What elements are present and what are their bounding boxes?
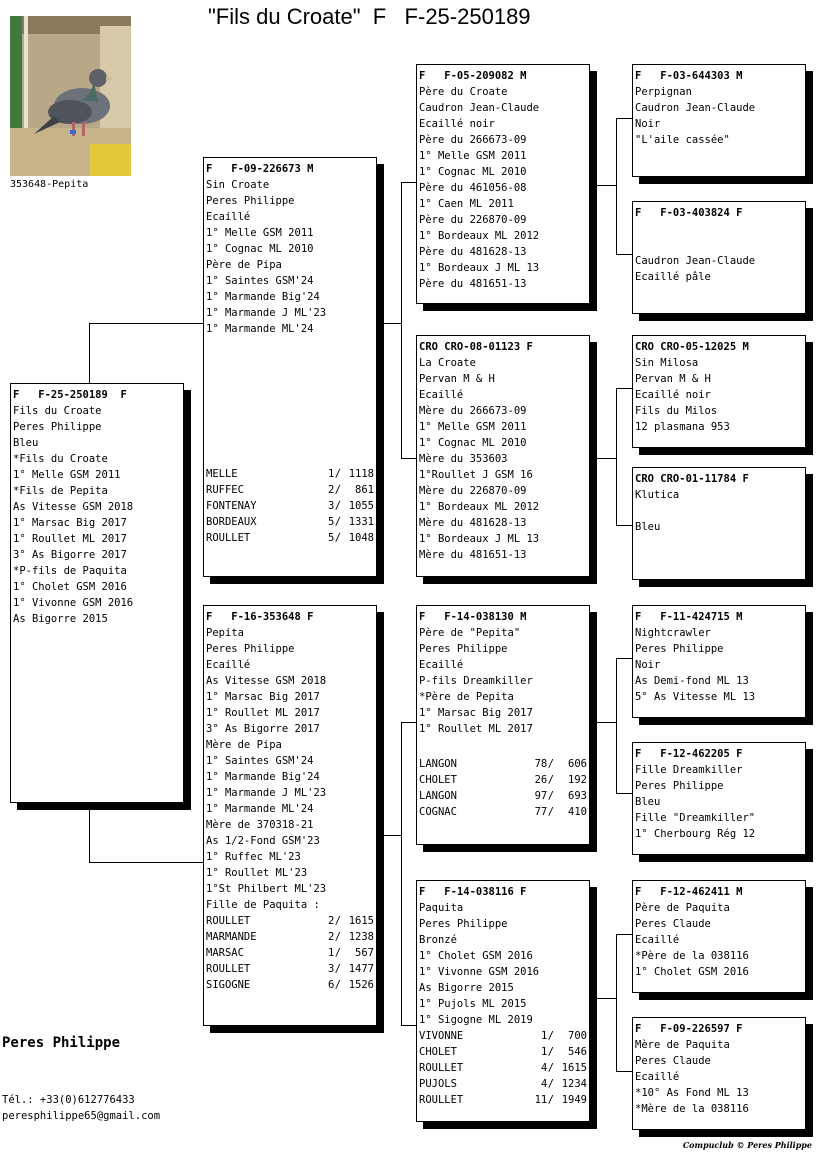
subject-line: *Fils de Pepita xyxy=(13,485,108,497)
dam-line: 1° Roullet ML 2017 xyxy=(206,707,320,719)
subject-line: 1° Vivonne GSM 2016 xyxy=(13,597,134,609)
sire-line: 1° Melle GSM 2011 xyxy=(206,227,314,239)
dam-line: As Vitesse GSM 2018 xyxy=(206,675,327,687)
ggd3-ring: F F-12-462205 F xyxy=(635,748,743,760)
card-line: Peres Philippe xyxy=(419,643,508,655)
result-row: ROULLET 2 / 1615 xyxy=(206,915,374,927)
photo-caption: 353648-Pepita xyxy=(10,179,89,190)
card-line: Noir xyxy=(635,659,661,671)
card-line: Peres Philippe xyxy=(419,918,508,930)
card-line xyxy=(635,503,803,519)
ggd1-ring: F F-03-403824 F xyxy=(635,207,743,219)
dam-line: Mère de Pipa xyxy=(206,739,282,751)
card-line: Ecaillé xyxy=(635,934,680,946)
connector-dam-gd2 xyxy=(401,1025,417,1026)
card-line: 1° Melle GSM 2011 xyxy=(419,150,527,162)
card-line: 1° Pujols ML 2015 xyxy=(419,998,527,1010)
connector-dam-gs2 xyxy=(401,722,417,723)
result-row: MARSAC 1 / 567 xyxy=(206,947,374,959)
subject-line: 1° Melle GSM 2011 xyxy=(13,469,121,481)
card-line: Caudron Jean-Claude xyxy=(419,102,540,114)
connector-sire-gd1 xyxy=(401,458,417,459)
subject-card xyxy=(10,383,184,803)
card-line: Mère de Paquita xyxy=(635,1039,730,1051)
connector-gs1-h xyxy=(589,185,616,186)
dam-line: 1° Marmande Big'24 xyxy=(206,771,320,783)
dam-line: Mère de 370318-21 xyxy=(206,819,314,831)
dam-ring: F F-16-353648 F xyxy=(206,611,314,623)
result-row: RUFFEC 2 / 861 xyxy=(206,484,374,496)
card-line: Père du 481628-13 xyxy=(419,246,527,258)
connector-gd2-h xyxy=(589,998,616,999)
card-line: 1° Cognac ML 2010 xyxy=(419,437,527,449)
connector-gs1-a xyxy=(616,118,632,119)
card-line: 1° Bordeaux J ML 13 xyxy=(419,262,540,274)
result-row: BORDEAUX 5 / 1331 xyxy=(206,516,374,528)
connector-gd1-h xyxy=(589,458,616,459)
card-line: 12 plasmana 953 xyxy=(635,421,730,433)
card-line: 1° Bordeaux ML 2012 xyxy=(419,230,540,242)
card-line: Perpignan xyxy=(635,86,692,98)
owner-email[interactable]: peresphilippe65@gmail.com xyxy=(2,1110,161,1122)
connector-gd2-a xyxy=(616,934,632,935)
subject-line: *P-fils de Paquita xyxy=(13,565,127,577)
card-line: 1° Cholet GSM 2016 xyxy=(419,950,533,962)
ggd1-card xyxy=(632,201,806,314)
card-line: Père du 226870-09 xyxy=(419,214,527,226)
result-row: LANGON 78 / 606 xyxy=(419,758,587,770)
grandsire-maternal-results xyxy=(419,756,587,820)
card-line: 1° Vivonne GSM 2016 xyxy=(419,966,540,978)
sire-line: 1° Marmande Big'24 xyxy=(206,291,320,303)
card-line: *Mère de la 038116 xyxy=(635,1103,749,1115)
card-line: Bleu xyxy=(635,796,661,808)
card-line: Klutica xyxy=(635,489,680,501)
sire-line: 1° Cognac ML 2010 xyxy=(206,243,314,255)
card-line: 1° Bordeaux ML 2012 xyxy=(419,501,540,513)
subject-line: Peres Philippe xyxy=(13,421,102,433)
card-line: Père du 266673-09 xyxy=(419,134,527,146)
card-line: Pervan M & H xyxy=(419,373,495,385)
card-line: Mère du 226870-09 xyxy=(419,485,527,497)
card-line: Père du 461056-08 xyxy=(419,182,527,194)
card-line: Sin Milosa xyxy=(635,357,699,369)
card-line: 1° Sigogne ML 2019 xyxy=(419,1014,533,1026)
dam-line: 1° Saintes GSM'24 xyxy=(206,755,314,767)
subject-line: 3° As Bigorre 2017 xyxy=(13,549,127,561)
card-line: Ecaillé noir xyxy=(419,118,495,130)
dam-line: Pepita xyxy=(206,627,244,639)
card-line: 1°Roullet J GSM 16 xyxy=(419,469,533,481)
card-line: Fille "Dreamkiller" xyxy=(635,812,756,824)
subject-line: 1° Roullet ML 2017 xyxy=(13,533,127,545)
subject-line: As Bigorre 2015 xyxy=(13,613,108,625)
subject-line: Fils du Croate xyxy=(13,405,102,417)
result-row: MELLE 1 / 1118 xyxy=(206,468,374,480)
card-line: 1° Cherbourg Rég 12 xyxy=(635,828,756,840)
pigeon-photo-image xyxy=(10,16,131,176)
card-line: *Père de Pepita xyxy=(419,691,514,703)
card-line: 1° Melle GSM 2011 xyxy=(419,421,527,433)
owner-contact xyxy=(2,1092,160,1124)
card-line: Caudron Jean-Claude xyxy=(635,102,756,114)
card-line: Mère du 481651-13 xyxy=(419,549,527,561)
card-line: Bleu xyxy=(635,521,661,533)
card-line: 1° Roullet ML 2017 xyxy=(419,723,533,735)
card-line: Fils du Milos xyxy=(635,405,718,417)
card-line: As Bigorre 2015 xyxy=(419,982,514,994)
card-line: Père du 481651-13 xyxy=(419,278,527,290)
dam-line: 1° Roullet ML'23 xyxy=(206,867,308,879)
dam-line: 1° Marmande J ML'23 xyxy=(206,787,327,799)
connector-gs2-h xyxy=(589,722,616,723)
granddam-maternal-card xyxy=(416,880,590,1122)
card-line: As Demi-fond ML 13 xyxy=(635,675,749,687)
sire-line: Sin Croate xyxy=(206,179,270,191)
connector-gd1-a xyxy=(616,388,632,389)
connector-sire-gs1 xyxy=(401,182,417,183)
result-row: CHOLET 26 / 192 xyxy=(419,774,587,786)
ggs3-card xyxy=(632,605,806,718)
ggs3-ring: F F-11-424715 M xyxy=(635,611,743,623)
sire-line: 1° Marmande J ML'23 xyxy=(206,307,327,319)
dam-line: Ecaillé xyxy=(206,659,251,671)
footer-credit: Compuclub © Peres Philippe xyxy=(682,1140,812,1150)
card-line: Fille Dreamkiller xyxy=(635,764,743,776)
card-line: Peres Philippe xyxy=(635,780,724,792)
card-line: Mère du 266673-09 xyxy=(419,405,527,417)
result-row: COGNAC 77 / 410 xyxy=(419,806,587,818)
card-line: 5° As Vitesse ML 13 xyxy=(635,691,756,703)
subject-line: As Vitesse GSM 2018 xyxy=(13,501,134,513)
card-line: Ecaillé noir xyxy=(635,389,711,401)
dam-line: Fille de Paquita : xyxy=(206,899,320,911)
ggs4-ring: F F-12-462411 M xyxy=(635,886,743,898)
card-line: Nightcrawler xyxy=(635,627,711,639)
connector-sire-v xyxy=(401,182,402,458)
ggs2-ring: CRO CRO-05-12025 M xyxy=(635,341,749,353)
card-line: Peres Philippe xyxy=(635,643,724,655)
ggs4-card xyxy=(632,880,806,993)
card-line: Peres Claude xyxy=(635,1055,711,1067)
result-row: ROULLET 4 / 1615 xyxy=(419,1062,587,1074)
card-line: *Père de la 038116 xyxy=(635,950,749,962)
granddam-maternal-ring: F F-14-038116 F xyxy=(419,886,527,898)
subject-line: 1° Marsac Big 2017 xyxy=(13,517,127,529)
result-row: PUJOLS 4 / 1234 xyxy=(419,1078,587,1090)
card-line: Ecaillé xyxy=(635,1071,680,1083)
dam-line: As 1/2-Fond GSM'23 xyxy=(206,835,320,847)
connector-gs1-b xyxy=(616,254,632,255)
result-row: ROULLET 5 / 1048 xyxy=(206,532,374,544)
ggd2-ring: CRO CRO-01-11784 F xyxy=(635,473,749,485)
card-line: Ecaillé xyxy=(419,659,464,671)
dam-line: 3° As Bigorre 2017 xyxy=(206,723,320,735)
sire-results xyxy=(206,466,374,546)
card-line: Mère du 481628-13 xyxy=(419,517,527,529)
result-row: LANGON 97 / 693 xyxy=(419,790,587,802)
subject-line: Bleu xyxy=(13,437,39,449)
dam-line: 1°St Philbert ML'23 xyxy=(206,883,327,895)
ggs1-ring: F F-03-644303 M xyxy=(635,70,743,82)
sire-line: Ecaillé xyxy=(206,211,251,223)
connector-gs2-b xyxy=(616,793,632,794)
connector-gs1-v xyxy=(616,118,617,254)
card-line: P-fils Dreamkiller xyxy=(419,675,533,687)
card-line: La Croate xyxy=(419,357,476,369)
dam-line: 1° Marsac Big 2017 xyxy=(206,691,320,703)
sire-line: Père de Pipa xyxy=(206,259,282,271)
subject-line: *Fils du Croate xyxy=(13,453,108,465)
subject-ring: F F-25-250189 F xyxy=(13,389,127,401)
card-line: Père de "Pepita" xyxy=(419,627,521,639)
dam-line: 1° Marmande ML'24 xyxy=(206,803,314,815)
card-line: 1° Bordeaux J ML 13 xyxy=(419,533,540,545)
card-line: Mère du 353603 xyxy=(419,453,508,465)
result-row: VIVONNE 1 / 700 xyxy=(419,1030,587,1042)
ggd2-card xyxy=(632,467,806,580)
sire-line: 1° Marmande ML'24 xyxy=(206,323,314,335)
card-line: *10° As Fond ML 13 xyxy=(635,1087,749,1099)
grandsire-paternal-ring: F F-05-209082 M xyxy=(419,70,527,82)
card-line xyxy=(635,237,803,253)
result-row: ROULLET 3 / 1477 xyxy=(206,963,374,975)
connector-subject-dam xyxy=(89,805,90,863)
card-line: Ecaillé pâle xyxy=(635,271,711,283)
sire-card xyxy=(203,157,377,577)
pigeon-photo xyxy=(10,16,131,176)
grandsire-maternal-card xyxy=(416,605,590,845)
ggd3-card xyxy=(632,742,806,855)
dam-line: 1° Ruffec ML'23 xyxy=(206,851,301,863)
connector-gd1-b xyxy=(616,525,632,526)
card-line xyxy=(635,221,803,237)
owner-phone: Tél.: +33(0)612776433 xyxy=(2,1094,135,1106)
connector-dam-v xyxy=(401,722,402,1025)
card-line: 1° Caen ML 2011 xyxy=(419,198,514,210)
sire-ring: F F-09-226673 M xyxy=(206,163,314,175)
connector-gs2-v xyxy=(616,658,617,793)
card-line: Père de Paquita xyxy=(635,902,730,914)
connector-subject-sire xyxy=(89,323,90,385)
card-line: Bronzé xyxy=(419,934,457,946)
dam-card xyxy=(203,605,377,1026)
card-line: Noir xyxy=(635,118,661,130)
connector-dam-h xyxy=(376,835,401,836)
connector-gs2-a xyxy=(616,658,632,659)
connector-sire-h xyxy=(376,323,401,324)
result-row: MARMANDE 2 / 1238 xyxy=(206,931,374,943)
connector-gd1-v xyxy=(616,388,617,525)
card-line: 1° Cholet GSM 2016 xyxy=(635,966,749,978)
grandsire-paternal-card xyxy=(416,64,590,304)
dam-line: Peres Philippe xyxy=(206,643,295,655)
pedigree-title: "Fils du Croate" F F-25-250189 xyxy=(208,4,531,29)
granddam-paternal-card xyxy=(416,335,590,577)
subject-line: 1° Cholet GSM 2016 xyxy=(13,581,127,593)
result-row: CHOLET 1 / 546 xyxy=(419,1046,587,1058)
card-line: Paquita xyxy=(419,902,464,914)
result-row: ROULLET 11 / 1949 xyxy=(419,1094,587,1106)
grandsire-maternal-ring: F F-14-038130 M xyxy=(419,611,527,623)
connector-subject-sire-h xyxy=(89,323,204,324)
sire-line: 1° Saintes GSM'24 xyxy=(206,275,314,287)
card-line: Peres Claude xyxy=(635,918,711,930)
result-row: SIGOGNE 6 / 1526 xyxy=(206,979,374,991)
connector-gd2-b xyxy=(616,1071,632,1072)
card-line: Pervan M & H xyxy=(635,373,711,385)
connector-subject-dam-h xyxy=(89,862,204,863)
sire-line: Peres Philippe xyxy=(206,195,295,207)
card-line: 1° Marsac Big 2017 xyxy=(419,707,533,719)
result-row: FONTENAY 3 / 1055 xyxy=(206,500,374,512)
ggs2-card xyxy=(632,335,806,448)
connector-gd2-v xyxy=(616,934,617,1071)
owner-name: Peres Philippe xyxy=(2,1035,121,1051)
card-line: Père du Croate xyxy=(419,86,508,98)
card-line: 1° Cognac ML 2010 xyxy=(419,166,527,178)
ggd4-ring: F F-09-226597 F xyxy=(635,1023,743,1035)
ggd4-card xyxy=(632,1017,806,1130)
card-line: Caudron Jean-Claude xyxy=(635,255,756,267)
card-line: "L'aile cassée" xyxy=(635,134,730,146)
card-line: Ecaillé xyxy=(419,389,464,401)
ggs1-card xyxy=(632,64,806,177)
granddam-paternal-ring: CRO CRO-08-01123 F xyxy=(419,341,533,353)
